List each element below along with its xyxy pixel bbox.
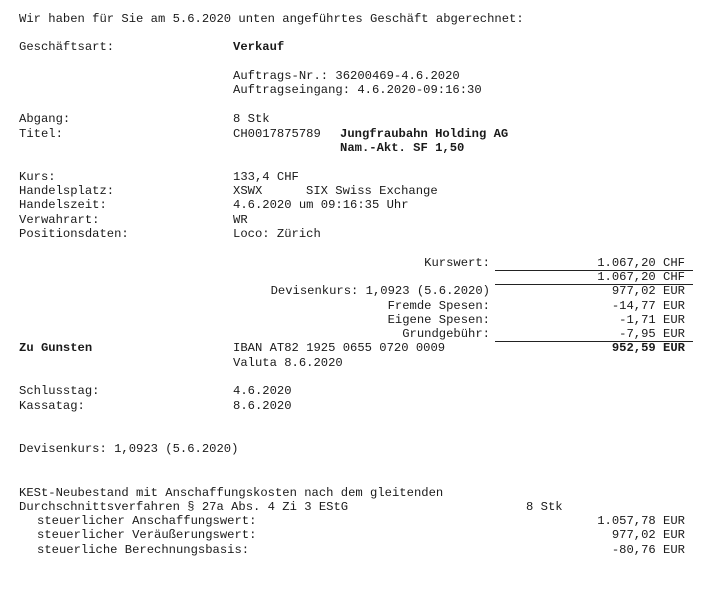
foreign-fees-label: Fremde Spesen: [387,299,490,313]
venue-name: SIX Swiss Exchange [306,184,438,198]
kest-line-2: Durchschnittsverfahren § 27a Abs. 4 Zi 3 EStG [19,500,349,514]
fx-note: Devisenkurs: 1,0923 (5.6.2020) [19,442,239,456]
deal-type-value: Verkauf [233,40,285,54]
credit-total: 952,59 EUR [611,341,685,355]
kest-line-1: KESt-Neubestand mit Anschaffungskosten nach dem gleitenden [19,486,444,500]
price-label: Kurs: [19,170,56,184]
own-fees-label: Eigene Spesen: [387,313,490,327]
kest-quantity: 8 Stk [526,500,563,514]
position-value: Loco: Zürich [233,227,321,241]
security-class: Nam.-Akt. SF 1,50 [340,141,465,155]
venue-label: Handelsplatz: [19,184,115,198]
own-fees-value: -1,71 EUR [619,313,685,327]
kest-base-label: steuerliche Berechnungsbasis: [37,543,250,557]
base-fee-value: -7,95 EUR [619,327,685,341]
isin: CH0017875789 [233,127,321,141]
position-label: Positionsdaten: [19,227,129,241]
closing-date-value: 4.6.2020 [233,384,292,398]
kest-acq-label: steuerlicher Anschaffungswert: [37,514,257,528]
kest-sale-label: steuerlicher Veräußerungswert: [37,528,257,542]
title-label: Titel: [19,127,63,141]
deal-type-label: Geschäftsart: [19,40,115,54]
fx-rate-label: Devisenkurs: 1,0923 (5.6.2020) [270,284,490,298]
closing-date-label: Schlusstag: [19,384,100,398]
iban: IBAN AT82 1925 0655 0720 0009 [233,341,446,355]
outflow-value: 8 Stk [233,112,270,126]
market-value-label: Kurswert: [424,256,490,270]
foreign-fees-value: -14,77 EUR [611,299,685,313]
kest-base-value: -80,76 EUR [611,543,685,557]
value-date: Valuta 8.6.2020 [233,356,343,370]
intro-text: Wir haben für Sie am 5.6.2020 unten angeführtes Geschäft abgerechnet: [19,12,524,26]
security-name: Jungfraubahn Holding AG [340,127,509,141]
trade-time-value: 4.6.2020 um 09:16:35 Uhr [233,198,409,212]
order-received: Auftragseingang: 4.6.2020-09:16:30 [233,83,482,97]
order-number: Auftrags-Nr.: 36200469-4.6.2020 [233,69,460,83]
kest-acq-value: 1.057,78 EUR [597,514,685,528]
kest-sale-value: 977,02 EUR [611,528,685,542]
settlement-date-value: 8.6.2020 [233,399,292,413]
market-value: 1.067,20 CHF [597,256,685,270]
base-fee-label: Grundgebühr: [402,327,490,341]
custody-value: WR [233,213,248,227]
credit-label: Zu Gunsten [19,341,93,355]
price-value: 133,4 CHF [233,170,299,184]
trade-time-label: Handelszeit: [19,198,107,212]
market-value-repeat: 1.067,20 CHF [597,270,685,284]
custody-label: Verwahrart: [19,213,100,227]
venue-code: XSWX [233,184,263,198]
outflow-label: Abgang: [19,112,71,126]
fx-value: 977,02 EUR [611,284,685,298]
settlement-date-label: Kassatag: [19,399,85,413]
